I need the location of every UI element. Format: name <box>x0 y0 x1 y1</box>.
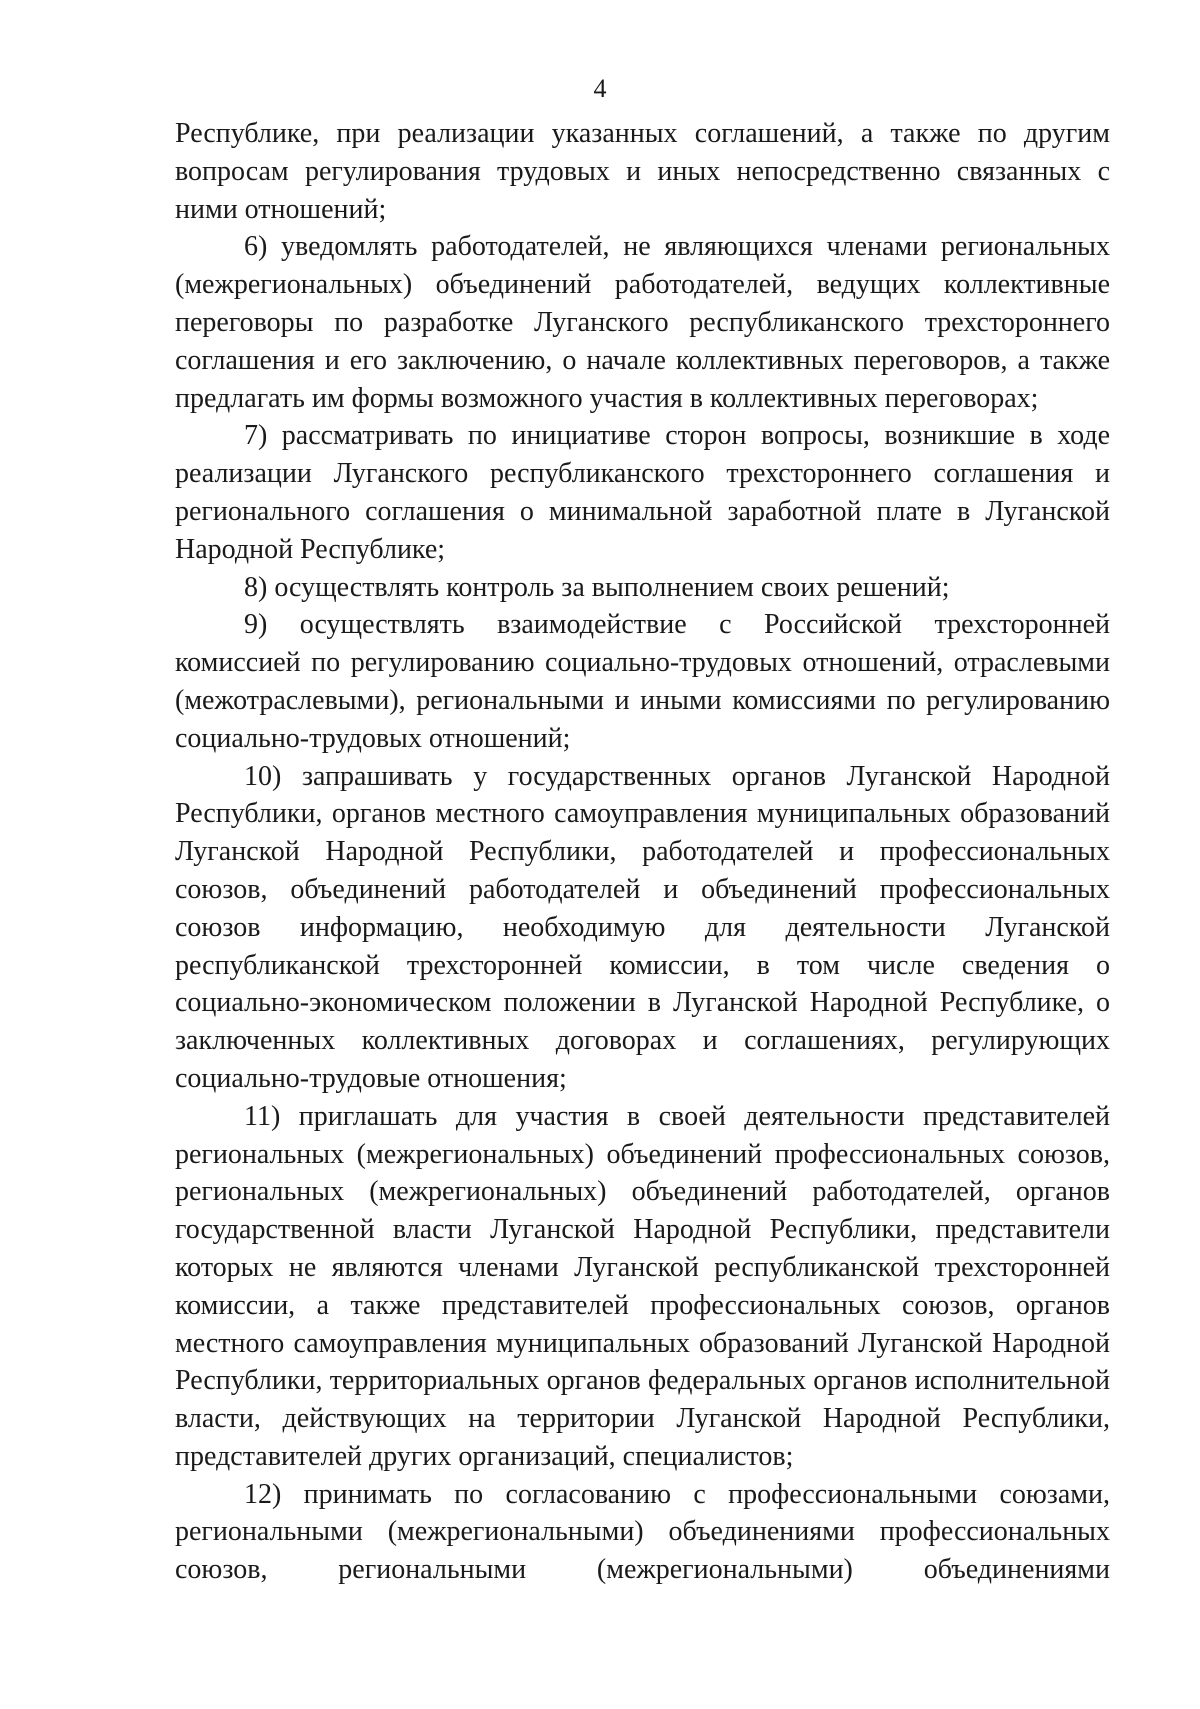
paragraph-item-7: 7) рассматривать по инициативе сторон вопросы, возникшие в ходе реализации Луганского республиканского трехстороннего соглашения и регионального соглашения о минимальной заработной плате в Луганской Народной Республике; <box>175 420 1110 565</box>
paragraph-item-8: 8) осуществлять контроль за выполнением своих решений; <box>244 571 950 603</box>
paragraph-item-12: 12) принимать по согласованию с профессиональными союзами, региональными (межрегиональными) объединениями профессиональных союзов, региональными (межрегиональными) объединениями <box>175 1478 1110 1586</box>
document-body <box>175 115 1110 1589</box>
paragraph-item-9: 9) осуществлять взаимодействие с Российской трехсторонней комиссией по регулированию социально-трудовых отношений, отраслевыми (межотраслевыми), региональными и иными комиссиями по регулированию социально-трудовых отношений; <box>175 609 1110 754</box>
page-number: 4 <box>593 74 607 103</box>
paragraph-continuation: Республике, при реализации указанных соглашений, а также по другим вопросам регулирования трудовых и иных непосредственно связанных с ними отношений; <box>175 118 1110 225</box>
paragraph-item-11: 11) приглашать для участия в своей деятельности представителей региональных (межрегиональных) объединений профессиональных союзов, региональных (межрегиональных) объединений работодателей, органов государственной власти Луганской Народной Республики, представители которых не являются членами Луганской республиканской трехсторонней комиссии, а также представителей профессиональных союзов, органов местного самоуправления муниципальных образований Луганской Народной Республики, территориальных органов федеральных органов исполнительной власти, действующих на территории Луганской Народной Республики, представителей других организаций, специалистов; <box>175 1100 1110 1472</box>
paragraph-item-6: 6) уведомлять работодателей, не являющихся членами региональных (межрегиональных) объединений работодателей, ведущих коллективные переговоры по разработке Луганского республиканского трехстороннего соглашения и его заключению, о начале коллективных переговоров, а также предлагать им формы возможного участия в коллективных переговорах; <box>175 231 1110 414</box>
paragraph-item-10: 10) запрашивать у государственных органов Луганской Народной Республики, органов местного самоуправления муниципальных образований Луганской Народной Республики, работодателей и профессиональных союзов, объединений работодателей и объединений профессиональных союзов информацию, необходимую для деятельности Луганской республиканской трехсторонней комиссии, в том числе сведения о социально-экономическом положении в Луганской Народной Республике, о заключенных коллективных договорах и соглашениях, регулирующих социально-трудовые отношения; <box>175 760 1110 1094</box>
